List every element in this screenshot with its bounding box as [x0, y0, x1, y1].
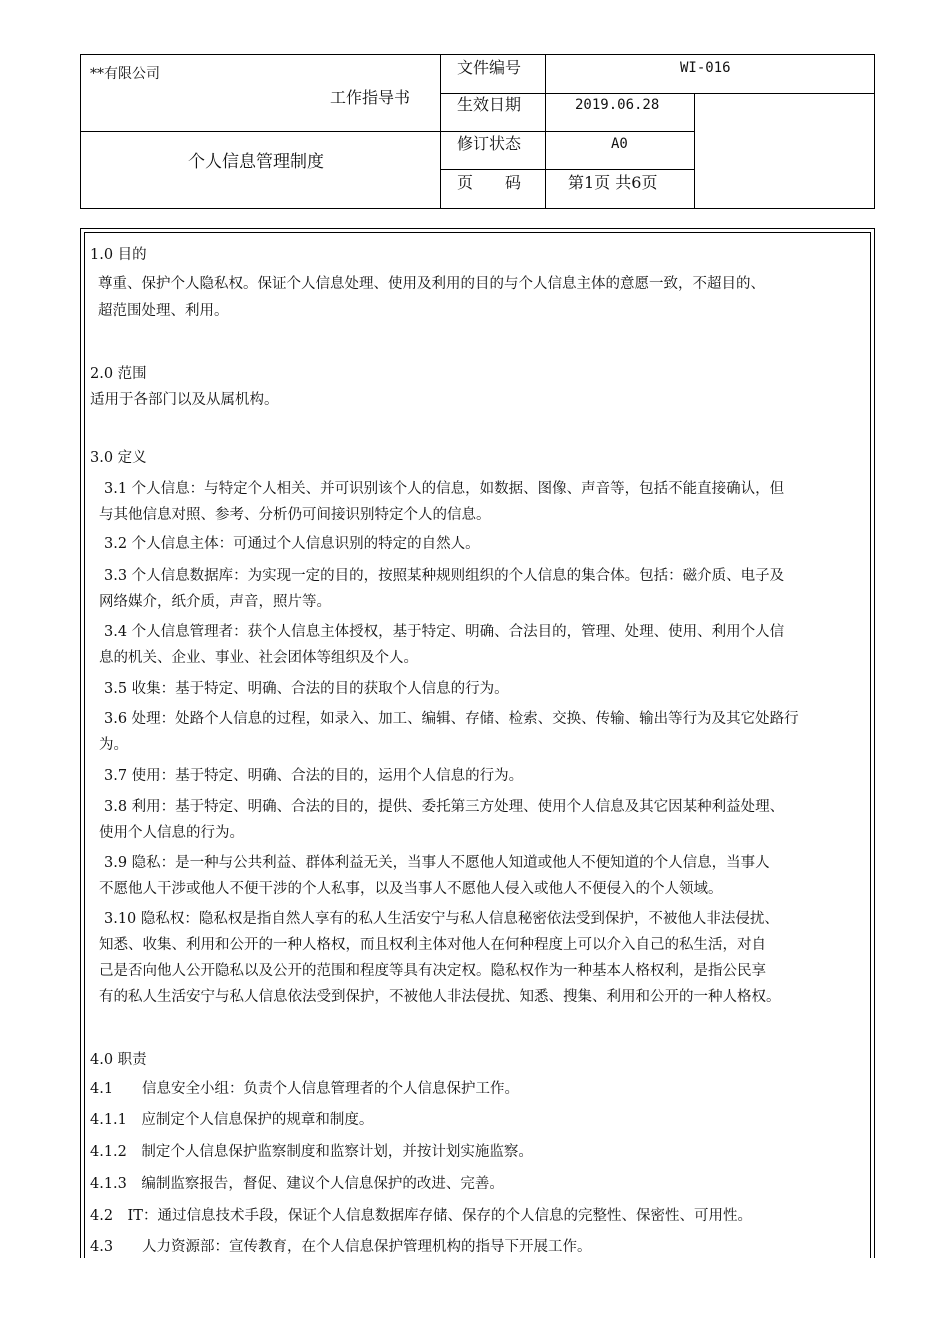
definition-3-6-line-1: 3.6 处理：处路个人信息的过程，如录入、加工、编辑、存储、检索、交换、传输、输出等行为及其它处路行 [104, 711, 799, 727]
header-row-divider-3 [440, 169, 694, 170]
body-frame-right-outer [874, 228, 875, 1258]
definition-3-8-line-1: 3.8 利用：基于特定、明确、合法的目的，提供、委托第三方处理、使用个人信息及其它因某种利益处理、 [104, 799, 785, 815]
definition-3-9-line-1: 3.9 隐私：是一种与公共利益、群体利益无关，当事人不愿他人知道或他人不便知道的个人信息，当事人 [104, 855, 770, 871]
definition-3-2-line-1: 3.2 个人信息主体：可通过个人信息识别的特定的自然人。 [104, 536, 480, 552]
definition-3-10-line-3: 己是否向他人公开隐私以及公开的范围和程度等具有决定权。隐私权作为一种基本人格权利，是指公民享 [99, 963, 766, 979]
header-row-divider-1 [440, 93, 875, 94]
header-row-divider-2 [440, 131, 694, 132]
revision-status-value: A0 [611, 136, 628, 152]
section-1-line-2: 超范围处理、利用。 [98, 303, 229, 319]
responsibility-4-2: 4.2 IT：通过信息技术手段，保证个人信息数据库存储、保存的个人信息的完整性、保密性、可用性。 [90, 1208, 752, 1224]
revision-status-label: 修订状态 [457, 134, 522, 153]
definition-3-3-line-1: 3.3 个人信息数据库：为实现一定的目的，按照某种规则组织的个人信息的集合体。包括：磁介质、电子及 [104, 568, 785, 584]
body-frame-left-outer [80, 228, 81, 1258]
section-2-title: 2.0 范围 [90, 366, 147, 382]
definition-3-9-line-2: 不愿他人干涉或他人不便干涉的个人私事，以及当事人不愿他人侵入或他人不便侵入的个人领域。 [99, 881, 723, 897]
effective-date-label: 生效日期 [457, 95, 522, 114]
section-3-title: 3.0 定义 [90, 450, 147, 466]
definition-3-8-line-2: 使用个人信息的行为。 [99, 825, 244, 841]
definition-3-3-line-2: 网络媒介，纸介质，声音，照片等。 [99, 594, 331, 610]
body-frame-top-inner [84, 232, 871, 233]
definition-3-6-line-2: 为。 [99, 737, 128, 753]
responsibility-4-1: 4.1 信息安全小组：负责个人信息管理者的个人信息保护工作。 [90, 1081, 520, 1097]
header-divider-left-mid [80, 131, 440, 132]
definition-3-4-line-2: 息的机关、企业、事业、社会团体等组织及个人。 [99, 650, 418, 666]
definition-3-4-line-1: 3.4 个人信息管理者：获个人信息主体授权，基于特定、明确、合法目的，管理、处理、使用、利用个人信 [104, 624, 785, 640]
responsibility-4-1-1: 4.1.1 应制定个人信息保护的规章和制度。 [90, 1112, 374, 1128]
definition-3-10-line-1: 3.10 隐私权：隐私权是指自然人享有的私人生活安宁与私人信息秘密依法受到保护，不被他人非法侵扰、 [104, 911, 779, 927]
body-frame-right-inner [870, 232, 871, 1258]
body-frame-left-inner [84, 232, 85, 1258]
page-number-label: 页 码 [457, 173, 522, 192]
responsibility-4-1-2: 4.1.2 制定个人信息保护监察制度和监察计划，并按计划实施监察。 [90, 1144, 533, 1160]
header-border-right [874, 54, 875, 209]
effective-date-value: 2019.06.28 [575, 97, 660, 113]
header-border-top [80, 54, 875, 55]
definition-3-1-line-1: 3.1 个人信息：与特定个人相关、并可识别该个人的信息，如数据、图像、声音等，包括不能直接确认，但 [104, 481, 785, 497]
definition-3-1-line-2: 与其他信息对照、参考、分析仍可间接识别特定个人的信息。 [99, 507, 491, 523]
definition-3-10-line-4: 有的私人生活安宁与私人信息依法受到保护，不被他人非法侵扰、知悉、搜集、利用和公开的一种人格权。 [99, 989, 781, 1005]
file-number-value: WI-016 [680, 60, 731, 76]
document-title: 个人信息管理制度 [188, 152, 324, 172]
definition-3-10-line-2: 知悉、收集、利用和公开的一种人格权，而且权利主体对他人在何种程度上可以介入自己的私生活，对自 [99, 937, 766, 953]
body-frame-top-outer [80, 228, 875, 229]
file-number-label: 文件编号 [457, 58, 522, 77]
section-1-line-1: 尊重、保护个人隐私权。保证个人信息处理、使用及利用的目的与个人信息主体的意愿一致，不超目的、 [98, 276, 765, 292]
page-number-value: 第1页 共6页 [568, 173, 658, 192]
section-4-title: 4.0 职责 [90, 1052, 147, 1068]
section-1-title: 1.0 目的 [90, 247, 147, 263]
header-border-bottom [80, 208, 875, 209]
definition-3-7-line-1: 3.7 使用：基于特定、明确、合法的目的，运用个人信息的行为。 [104, 768, 524, 784]
company-name: **有限公司 [90, 66, 160, 82]
document-type: 工作指导书 [330, 88, 411, 107]
responsibility-4-1-3: 4.1.3 编制监察报告，督促、建议个人信息保护的改进、完善。 [90, 1176, 504, 1192]
responsibility-4-3: 4.3 人力资源部：宣传教育，在个人信息保护管理机构的指导下开展工作。 [90, 1239, 592, 1255]
definition-3-5-line-1: 3.5 收集：基于特定、明确、合法的目的获取个人信息的行为。 [104, 681, 509, 697]
section-2-line-1: 适用于各部门以及从属机构。 [90, 392, 279, 408]
header-col-divider-3 [694, 93, 695, 208]
